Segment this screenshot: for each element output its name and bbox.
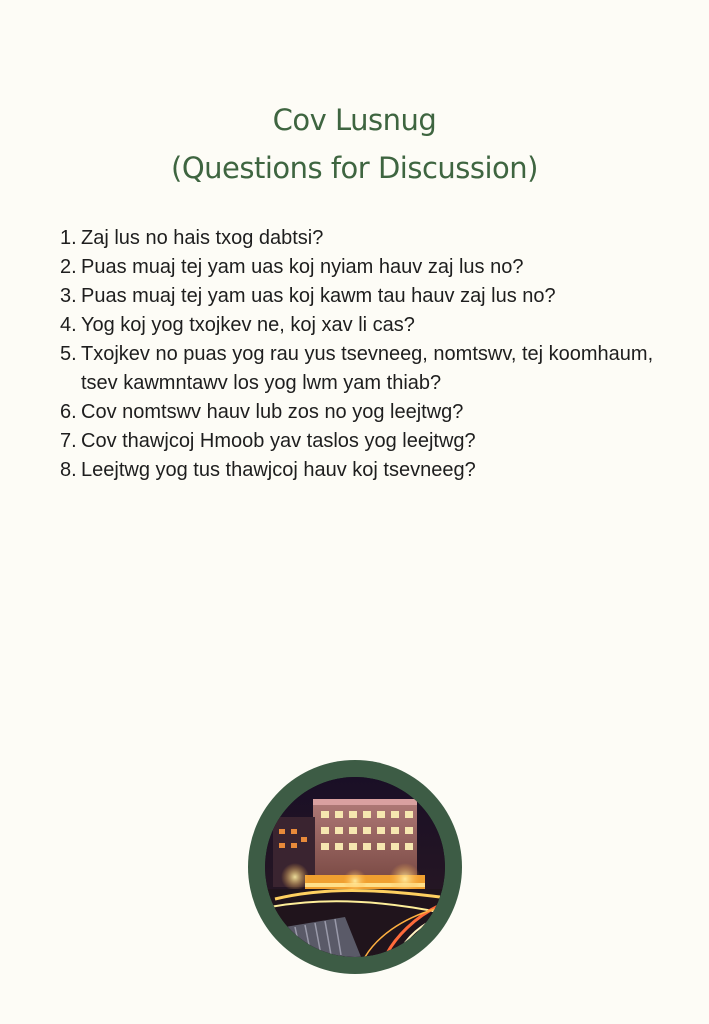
question-text: Cov thawjcoj Hmoob yav taslos yog leejtwg? (81, 430, 476, 452)
question-text: Zaj lus no hais txog dabtsi? (81, 227, 324, 249)
question-item (60, 456, 690, 485)
question-text: Cov nomtswv hauv lub zos no yog leejtwg? (81, 401, 464, 423)
question-item (60, 340, 690, 398)
question-number: 3. (60, 285, 77, 307)
photo-illustration (265, 777, 445, 957)
question-list (60, 224, 690, 485)
question-item (60, 253, 690, 282)
question-text: Puas muaj tej yam uas koj kawm tau hauv zaj lus no? (81, 285, 556, 307)
question-text: Txojkev no puas yog rau yus tsevneeg, nomtswv, tej koomhaum, tsev kawmntawv los yog lwm yam thiab? (81, 343, 654, 394)
photo-frame-ring (248, 760, 462, 974)
question-item (60, 311, 690, 340)
night-street-city-photo (265, 777, 445, 957)
question-item (60, 398, 690, 427)
title-line-1: Cov Lusnug (272, 103, 437, 137)
question-item (60, 427, 690, 456)
question-text: Yog koj yog txojkev ne, koj xav li cas? (81, 314, 415, 336)
question-text: Puas muaj tej yam uas koj nyiam hauv zaj lus no? (81, 256, 524, 278)
page-title (0, 96, 709, 192)
question-number: 4. (60, 314, 77, 336)
question-number: 2. (60, 256, 77, 278)
question-item (60, 282, 690, 311)
question-text: Leejtwg yog tus thawjcoj hauv koj tsevneeg? (81, 459, 476, 481)
title-line-2: (Questions for Discussion) (171, 151, 538, 185)
question-item (60, 224, 690, 253)
question-number: 8. (60, 459, 77, 481)
question-number: 7. (60, 430, 77, 452)
question-number: 5. (60, 343, 77, 365)
question-number: 6. (60, 401, 77, 423)
question-number: 1. (60, 227, 77, 249)
